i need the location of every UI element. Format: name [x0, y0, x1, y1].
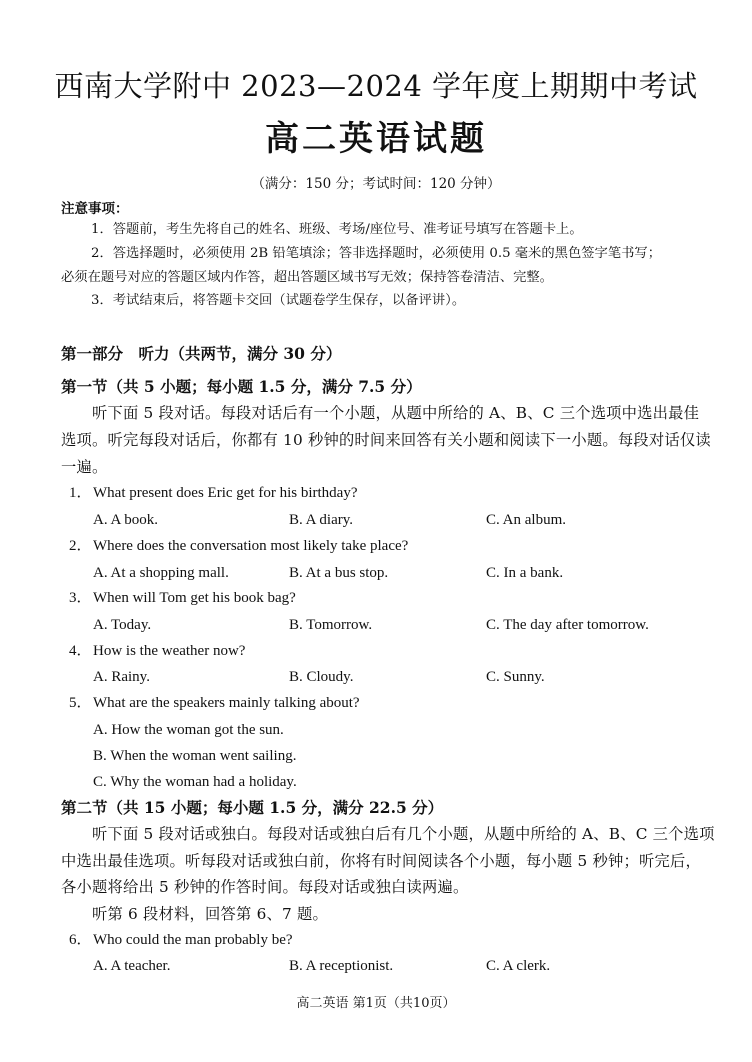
option-a: A. How the woman got the sun. [93, 722, 284, 738]
question-number: 1． [69, 485, 92, 501]
note-line: 1．答题前，考生先将自己的姓名、班级、考场/座位号、准考证号填写在答题卡上。 [91, 222, 583, 237]
option-c: C. Sunny. [486, 669, 545, 685]
option-c: C. A clerk. [486, 958, 551, 974]
option-b: B. Tomorrow. [289, 617, 373, 633]
option-b: B. A receptionist. [289, 958, 394, 974]
question-number: 5． [69, 695, 92, 711]
section2-instructions-line: 中选出最佳选项。听每段对话或独白前，你将有时间阅读各个小题，每小题 5 秒钟；听完后， [61, 852, 701, 870]
question-number: 6． [69, 932, 92, 948]
option-b: B. Cloudy. [289, 669, 354, 685]
section2-heading: 第二节（共 15 小题；每小题 1.5 分，满分 22.5 分） [61, 798, 444, 817]
section2-instructions-line: 听下面 5 段对话或独白。每段对话或独白后有几个小题，从题中所给的 A、B、C 三个选项 [92, 825, 715, 843]
option-b: B. At a bus stop. [289, 565, 389, 581]
option-a: A. At a shopping mall. [93, 565, 229, 581]
option-c: C. Why the woman had a holiday. [93, 774, 297, 790]
section1-instructions-line: 选项。听完每段对话后，你都有 10 秒钟的时间来回答有关小题和阅读下一小题。每段对话仅读 [61, 431, 711, 449]
note-line: 2．答选择题时，必须使用 2B 铅笔填涂；答非选择题时，必须使用 0.5 毫米的黑色签字笔书写； [91, 246, 662, 261]
section1-instructions-line: 听下面 5 段对话。每段对话后有一个小题，从题中所给的 A、B、C 三个选项中选出最佳 [92, 404, 700, 422]
option-b: B. A diary. [289, 512, 354, 528]
note-line: 必须在题号对应的答题区域内作答，超出答题区域书写无效；保持答卷清洁、完整。 [61, 270, 553, 285]
option-c: C. An album. [486, 512, 567, 528]
option-a: A. A teacher. [93, 958, 171, 974]
exam-subject-title: 高二英语试题 [265, 119, 487, 159]
question-text: Where does the conversation most likely take place? [93, 538, 409, 554]
section2-instructions-line: 各小题将给出 5 秒钟的作答时间。每段对话或独白读两遍。 [61, 878, 469, 896]
option-c: C. In a bank. [486, 565, 564, 581]
question-number: 2． [69, 538, 92, 554]
section1-instructions-line: 一遍。 [61, 458, 108, 476]
part1-heading: 第一部分 听力（共两节，满分 30 分） [61, 344, 342, 363]
material-note: 听第 6 段材料，回答第 6、7 题。 [92, 905, 329, 923]
score-time-info: （满分：150 分；考试时间：120 分钟） [251, 176, 501, 192]
option-a: A. Rainy. [93, 669, 150, 685]
section1-heading: 第一节（共 5 小题；每小题 1.5 分，满分 7.5 分） [61, 377, 422, 396]
question-text: How is the weather now? [93, 643, 246, 659]
exam-title: 西南大学附中 2023—2024 学年度上期期中考试 [54, 69, 698, 103]
option-a: A. Today. [93, 617, 152, 633]
question-number: 4． [69, 643, 92, 659]
question-text: What present does Eric get for his birthday? [93, 485, 358, 501]
option-b: B. When the woman went sailing. [93, 748, 297, 764]
notes-heading: 注意事项： [61, 201, 129, 217]
option-a: A. A book. [93, 512, 159, 528]
question-text: When will Tom get his book bag? [93, 590, 296, 606]
question-text: Who could the man probably be? [93, 932, 293, 948]
option-c: C. The day after tomorrow. [486, 617, 649, 633]
question-number: 3． [69, 590, 92, 606]
note-line: 3．考试结束后，将答题卡交回（试题卷学生保存，以备评讲）。 [91, 293, 466, 308]
page-footer: 高二英语 第1页（共10页） [296, 996, 456, 1011]
question-text: What are the speakers mainly talking about? [93, 695, 360, 711]
